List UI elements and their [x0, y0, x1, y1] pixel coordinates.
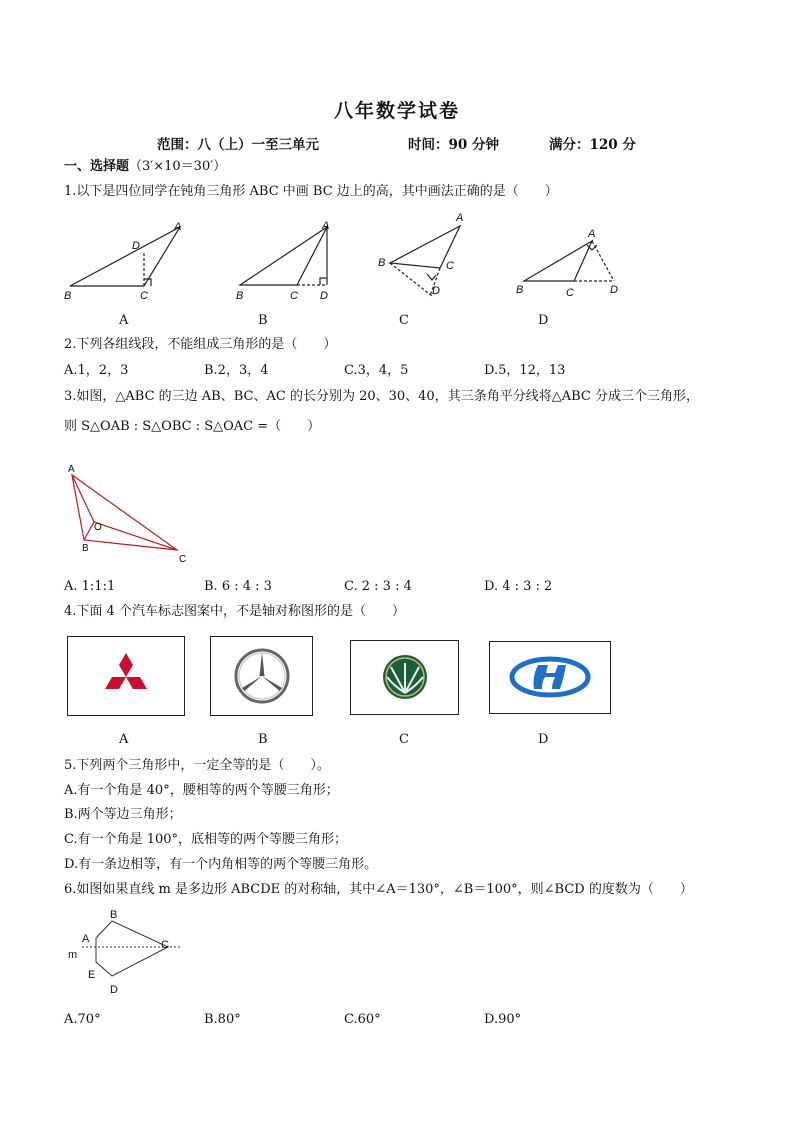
- mitsubishi-logo-icon: [96, 651, 156, 703]
- q6-option-a: A.70°: [64, 1012, 101, 1027]
- q4-label-c: C: [399, 732, 409, 747]
- q1b-point-b: B: [236, 290, 244, 302]
- q1d-point-b: B: [516, 284, 524, 296]
- question-3-line1: 3.如图，△ABC 的三边 AB、BC、AC 的长分别为 20、30、40，其三条角平分线将△ABC 分成三个三角形，: [64, 389, 699, 404]
- q3-option-a: A. 1:1:1: [64, 579, 116, 594]
- q6-option-b: B.80°: [204, 1012, 241, 1027]
- mercedes-star-icon: [233, 647, 291, 705]
- question-1: 1.以下是四位同学在钝角三角形 ABC 中画 BC 边上的高，其中画法正确的是（ ）: [64, 184, 558, 199]
- q6-point-e: E: [88, 969, 96, 981]
- q5-option-d: D.有一条边相等，有一个内角相等的两个等腰三角形。: [64, 857, 378, 872]
- question-3-line2: 则 S△OAB : S△OBC : S△OAC =（ ）: [64, 419, 321, 434]
- q6-point-b: B: [110, 909, 118, 921]
- exam-time: 时间：90 分钟: [408, 137, 499, 153]
- section-label: 一、选择题: [64, 159, 130, 174]
- q1-figure-c: [372, 208, 482, 303]
- q1c-point-a: A: [456, 212, 464, 224]
- q6-point-a: A: [82, 933, 90, 945]
- question-6: 6.如图如果直线 m 是多边形 ABCDE 的对称轴，其中∠A＝130°，∠B＝100°，则∠BCD 的度数为（ ）: [64, 882, 693, 897]
- q1-figure-a: [62, 215, 202, 307]
- q6-option-c: C.60°: [344, 1012, 381, 1027]
- q1c-point-d: D: [432, 285, 440, 297]
- q6-polygon-figure: [62, 905, 192, 1000]
- q1b-point-d: D: [320, 290, 328, 302]
- q1a-point-d: D: [132, 240, 140, 252]
- q4-label-d: D: [538, 732, 549, 747]
- q1d-point-d: D: [610, 284, 618, 296]
- q1a-point-b: B: [64, 290, 72, 302]
- hyundai-h-icon: [508, 655, 592, 699]
- q6-option-d: D.90°: [484, 1012, 522, 1027]
- q3-option-d: D. 4 : 3 : 2: [484, 579, 553, 594]
- q4-label-a: A: [119, 732, 129, 747]
- q2-option-d: D.5，12，13: [484, 363, 566, 378]
- q5-option-a: A.有一个角是 40°，腰相等的两个等腰三角形；: [64, 783, 339, 798]
- q4-label-b: B: [258, 732, 268, 747]
- q3-point-a: A: [68, 464, 75, 475]
- q1-label-d: D: [538, 313, 549, 328]
- q6-line-m: m: [68, 949, 78, 961]
- q2-option-a: A.1，2，3: [64, 363, 129, 378]
- q1-figure-b: [232, 215, 352, 307]
- q3-option-b: B. 6 : 4 : 3: [204, 579, 272, 594]
- question-5: 5.下列两个三角形中，一定全等的是（ ）。: [64, 758, 330, 773]
- jaguar-leaper-icon: [381, 653, 429, 701]
- q1-label-b: B: [258, 313, 268, 328]
- exam-range: 范围：八（上）一至三单元: [157, 137, 319, 153]
- q1d-point-a: A: [588, 228, 596, 240]
- q6-point-d: D: [110, 984, 118, 996]
- q1a-point-a: A: [174, 221, 182, 233]
- jaguar-logo-box: [350, 640, 459, 715]
- section-heading: [64, 158, 226, 176]
- q2-option-b: B.2，3，4: [204, 363, 269, 378]
- q1b-point-c: C: [290, 290, 298, 302]
- exam-score: 满分：120 分: [549, 137, 636, 153]
- q1d-point-c: C: [566, 287, 574, 299]
- page-title: 八年数学试卷: [333, 100, 460, 122]
- q3-option-c: C. 2 : 3 : 4: [344, 579, 412, 594]
- q1-label-c: C: [399, 313, 409, 328]
- q1c-point-b: B: [378, 257, 386, 269]
- hyundai-logo-box: [489, 641, 611, 714]
- q1c-point-c: C: [446, 260, 454, 272]
- q3-triangle-figure: [62, 462, 202, 567]
- section-note: （3′×10＝30′）: [129, 159, 227, 174]
- q3-point-o: O: [94, 522, 102, 533]
- q1-figure-d: [512, 225, 632, 305]
- q5-option-c: C.有一个角是 100°，底相等的两个等腰三角形；: [64, 832, 348, 847]
- q1b-point-a: A: [322, 220, 330, 232]
- q3-point-b: B: [82, 543, 89, 554]
- mitsubishi-logo-box: [67, 636, 185, 716]
- question-2: 2.下列各组线段，不能组成三角形的是（ ）: [64, 337, 337, 352]
- q1-label-a: A: [119, 313, 129, 328]
- question-4: 4.下面 4 个汽车标志图案中，不是轴对称图形的是（ ）: [64, 604, 405, 619]
- q6-point-c: C: [161, 939, 169, 951]
- q2-option-c: C.3，4，5: [344, 363, 409, 378]
- mercedes-logo-box: [210, 636, 313, 716]
- q3-point-c: C: [179, 554, 187, 565]
- q1a-point-c: C: [140, 290, 148, 302]
- q5-option-b: B.两个等边三角形；: [64, 807, 182, 822]
